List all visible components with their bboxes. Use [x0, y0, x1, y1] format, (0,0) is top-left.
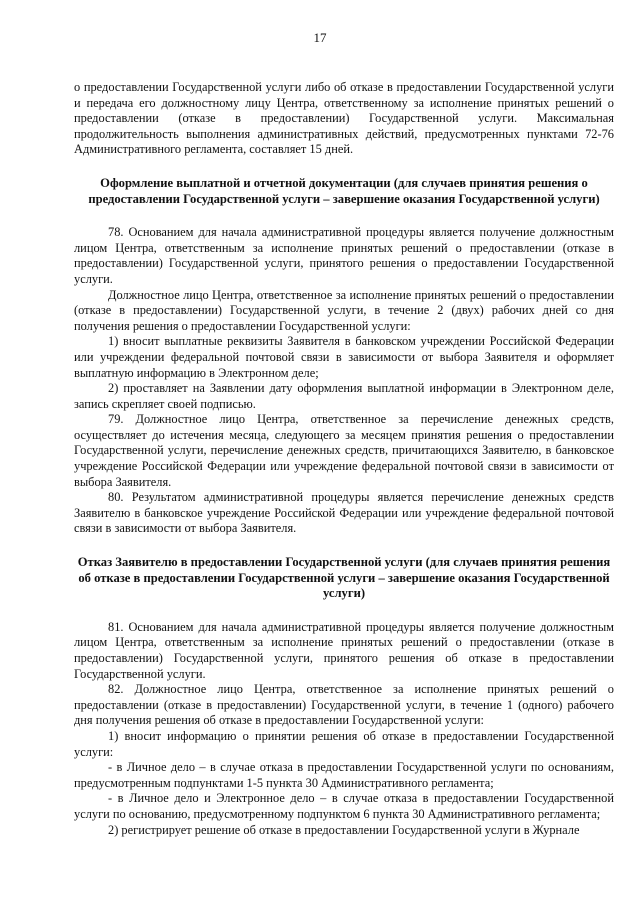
- paragraph: 82. Должностное лицо Центра, ответственное за исполнение принятых решений о предоставлении (отказе в предоставлении) Государственной услуги, в течение 1 (одного) рабочего дня получения решения об отказе в предоставлении Государственной услуги:: [74, 682, 614, 728]
- list-item: - в Личное дело и Электронное дело – в случае отказа в предоставлении Государственной услуги по основанию, предусмотренному подпунктом 6 пункта 30 Административного регламента;: [74, 791, 614, 821]
- paragraph: 79. Должностное лицо Центра, ответственное за перечисление денежных средств, осуществляет до истечения месяца, следующего за месяцем принятия решения о предоставлении Государственной услуги, перечисление денежных средств, причитающихся Заявителю, в банковское учреждение Российской Федерации или учреждение федеральной почтовой связи в зависимости от выбора Заявителя.: [74, 412, 614, 489]
- list-item: 1) вносит выплатные реквизиты Заявителя в банковском учреждении Российской Федерации или учреждении федеральной почтовой связи в зависимости от выбора Заявителя и оформляет выплатную информацию в Электронном деле;: [74, 334, 614, 380]
- section-heading-payout-documents: Оформление выплатной и отчетной документации (для случаев принятия решения о предоставлении Государственной услуги – завершение оказания Государственной услуги): [88, 175, 600, 206]
- paragraph: 81. Основанием для начала административной процедуры является получение должностным лицом Центра, ответственным за исполнение принятых решений о предоставлении (отказе в предоставлении) Государственной услуги, принятого решения об отказе в предоставлении Государственной услуги.: [74, 619, 614, 681]
- page-number: 17: [313, 30, 327, 45]
- paragraph: о предоставлении Государственной услуги либо об отказе в предоставлении Государственной услуги и передача его должностному лицу Центра, ответственному за исполнение принятых решений о предоставлении (отказе в предоставлении) Государственной услуги. Максимальная продолжительность выполнения административных действий, предусмотренных пунктами 72-76 Административного регламента, составляет 15 дней.: [74, 80, 614, 157]
- list-item: 2) регистрирует решение об отказе в предоставлении Государственной услуги в Журнале: [108, 822, 580, 837]
- list-item: 1) вносит информацию о принятии решения об отказе в предоставлении Государственной услуги:: [74, 728, 614, 759]
- section-heading-refusal: Отказ Заявителю в предоставлении Государственной услуги (для случаев принятия решения об отказе в предоставлении Государственной услуги – завершение оказания Государственной услуги): [77, 555, 611, 601]
- list-item: 2) проставляет на Заявлении дату оформления выплатной информации в Электронном деле, запись скрепляет своей подписью.: [74, 381, 614, 411]
- paragraph: 80. Результатом административной процедуры является перечисление денежных средств Заявителю в банковское учреждение Российской Федерации или учреждение федеральной почтовой связи в зависимости от выбора Заявителя.: [74, 490, 614, 536]
- document-body: [74, 80, 614, 838]
- list-item: - в Личное дело – в случае отказа в предоставлении Государственной услуги по основаниям, предусмотренным подпунктами 1-5 пункта 30 Административного регламента;: [74, 760, 614, 790]
- paragraph: 78. Основанием для начала административной процедуры является получение должностным лицом Центра, ответственным за исполнение принятых решений о предоставлении (отказе в предоставлении) Государственной услуги, принятого решения о предоставлении Государственной услуги.: [74, 225, 614, 286]
- paragraph: Должностное лицо Центра, ответственное за исполнение принятых решений о предоставлении (отказе в предоставлении) Государственной услуги, в течение 2 (двух) рабочих дней со дня получения решения о предоставлении Государственной услуги:: [74, 287, 614, 333]
